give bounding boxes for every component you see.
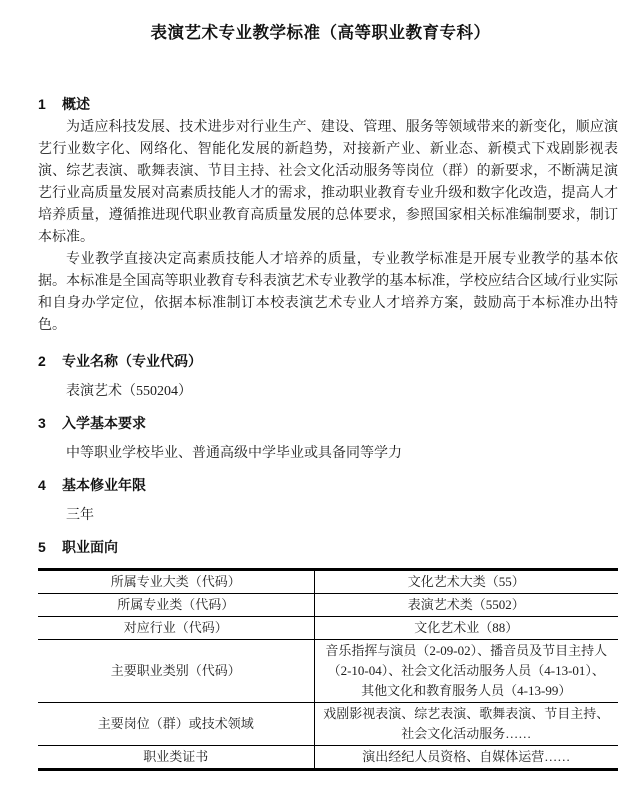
row-label-cell: 职业类证书 <box>38 746 314 770</box>
section-major-name <box>38 352 618 402</box>
career-table <box>38 568 618 771</box>
row-label-cell: 主要岗位（群）或技术领域 <box>38 703 314 746</box>
row-label-cell: 所属专业类（代码） <box>38 594 314 617</box>
document-content <box>0 95 641 771</box>
row-value-cell: 文化艺术业（88） <box>314 617 618 640</box>
section-content: 中等职业学校毕业、普通高级中学毕业或具备同等学力 <box>66 446 402 461</box>
table-row <box>38 570 618 594</box>
section-career-orientation <box>38 538 618 771</box>
row-value-cell: 表演艺术类（5502） <box>314 594 618 617</box>
section-number: 3 <box>38 415 46 431</box>
section-heading <box>38 414 618 432</box>
section-number: 5 <box>38 539 46 555</box>
section-content: 表演艺术（550204） <box>66 384 192 399</box>
section-heading-text: 专业名称（专业代码） <box>62 353 202 369</box>
row-value-cell: 戏剧影视表演、综艺表演、歌舞表演、节目主持、社会文化活动服务…… <box>314 703 618 746</box>
section-number: 1 <box>38 96 46 112</box>
row-label-cell: 所属专业大类（代码） <box>38 570 314 594</box>
table-row <box>38 640 618 703</box>
section-number: 2 <box>38 353 46 369</box>
row-label-cell: 对应行业（代码） <box>38 617 314 640</box>
row-value-cell: 音乐指挥与演员（2-09-02）、播音员及节目主持人（2-10-04）、社会文化活动服务人员（4-13-01）、其他文化和教育服务人员（4-13-99） <box>314 640 618 703</box>
overview-paragraph: 专业教学直接决定高素质技能人才培养的质量，专业教学标准是开展专业教学的基本依据。本标准是全国高等职业教育专科表演艺术专业教学的基本标准，学校应结合区域/行业实际和自身办学定位，依据本标准制订本校表演艺术专业人才培养方案，鼓励高于本标准办出特色。 <box>38 252 618 333</box>
section-heading-text: 概述 <box>62 96 90 112</box>
section-heading <box>38 476 618 494</box>
row-value-cell: 演出经纪人员资格、自媒体运营…… <box>314 746 618 770</box>
row-value-cell: 文化艺术大类（55） <box>407 574 525 589</box>
section-heading <box>38 538 618 556</box>
table-row <box>38 617 618 640</box>
section-entry-requirements <box>38 414 618 464</box>
section-heading <box>38 95 618 113</box>
section-heading-text: 入学基本要求 <box>62 415 146 431</box>
table-row <box>38 703 618 746</box>
section-heading <box>38 352 618 370</box>
section-heading-text: 职业面向 <box>62 539 118 555</box>
section-content: 三年 <box>66 508 94 523</box>
table-row <box>38 746 618 770</box>
overview-paragraph: 为适应科技发展、技术进步对行业生产、建设、管理、服务等领域带来的新变化，顺应演艺行业数字化、网络化、智能化发展的新趋势，对接新产业、新业态、新模式下戏剧影视表演、综艺表演、歌舞表演、节目主持、社会文化活动服务等岗位（群）的新要求，不断满足演艺行业高质量发展对高素质技能人才的需求，推动职业教育专业升级和数字化改造，提高人才培养质量，遵循推进现代职业教育高质量发展的总体要求，参照国家相关标准编制要求，制订本标准。 <box>38 120 618 245</box>
section-heading-text: 基本修业年限 <box>62 477 146 493</box>
section-number: 4 <box>38 477 46 493</box>
overview-paragraphs <box>38 117 618 337</box>
section-study-duration <box>38 476 618 526</box>
row-label-cell: 主要职业类别（代码） <box>38 640 314 703</box>
table-row <box>38 594 618 617</box>
document-title: 表演艺术专业教学标准（高等职业教育专科） <box>150 24 491 42</box>
section-overview <box>38 95 618 337</box>
